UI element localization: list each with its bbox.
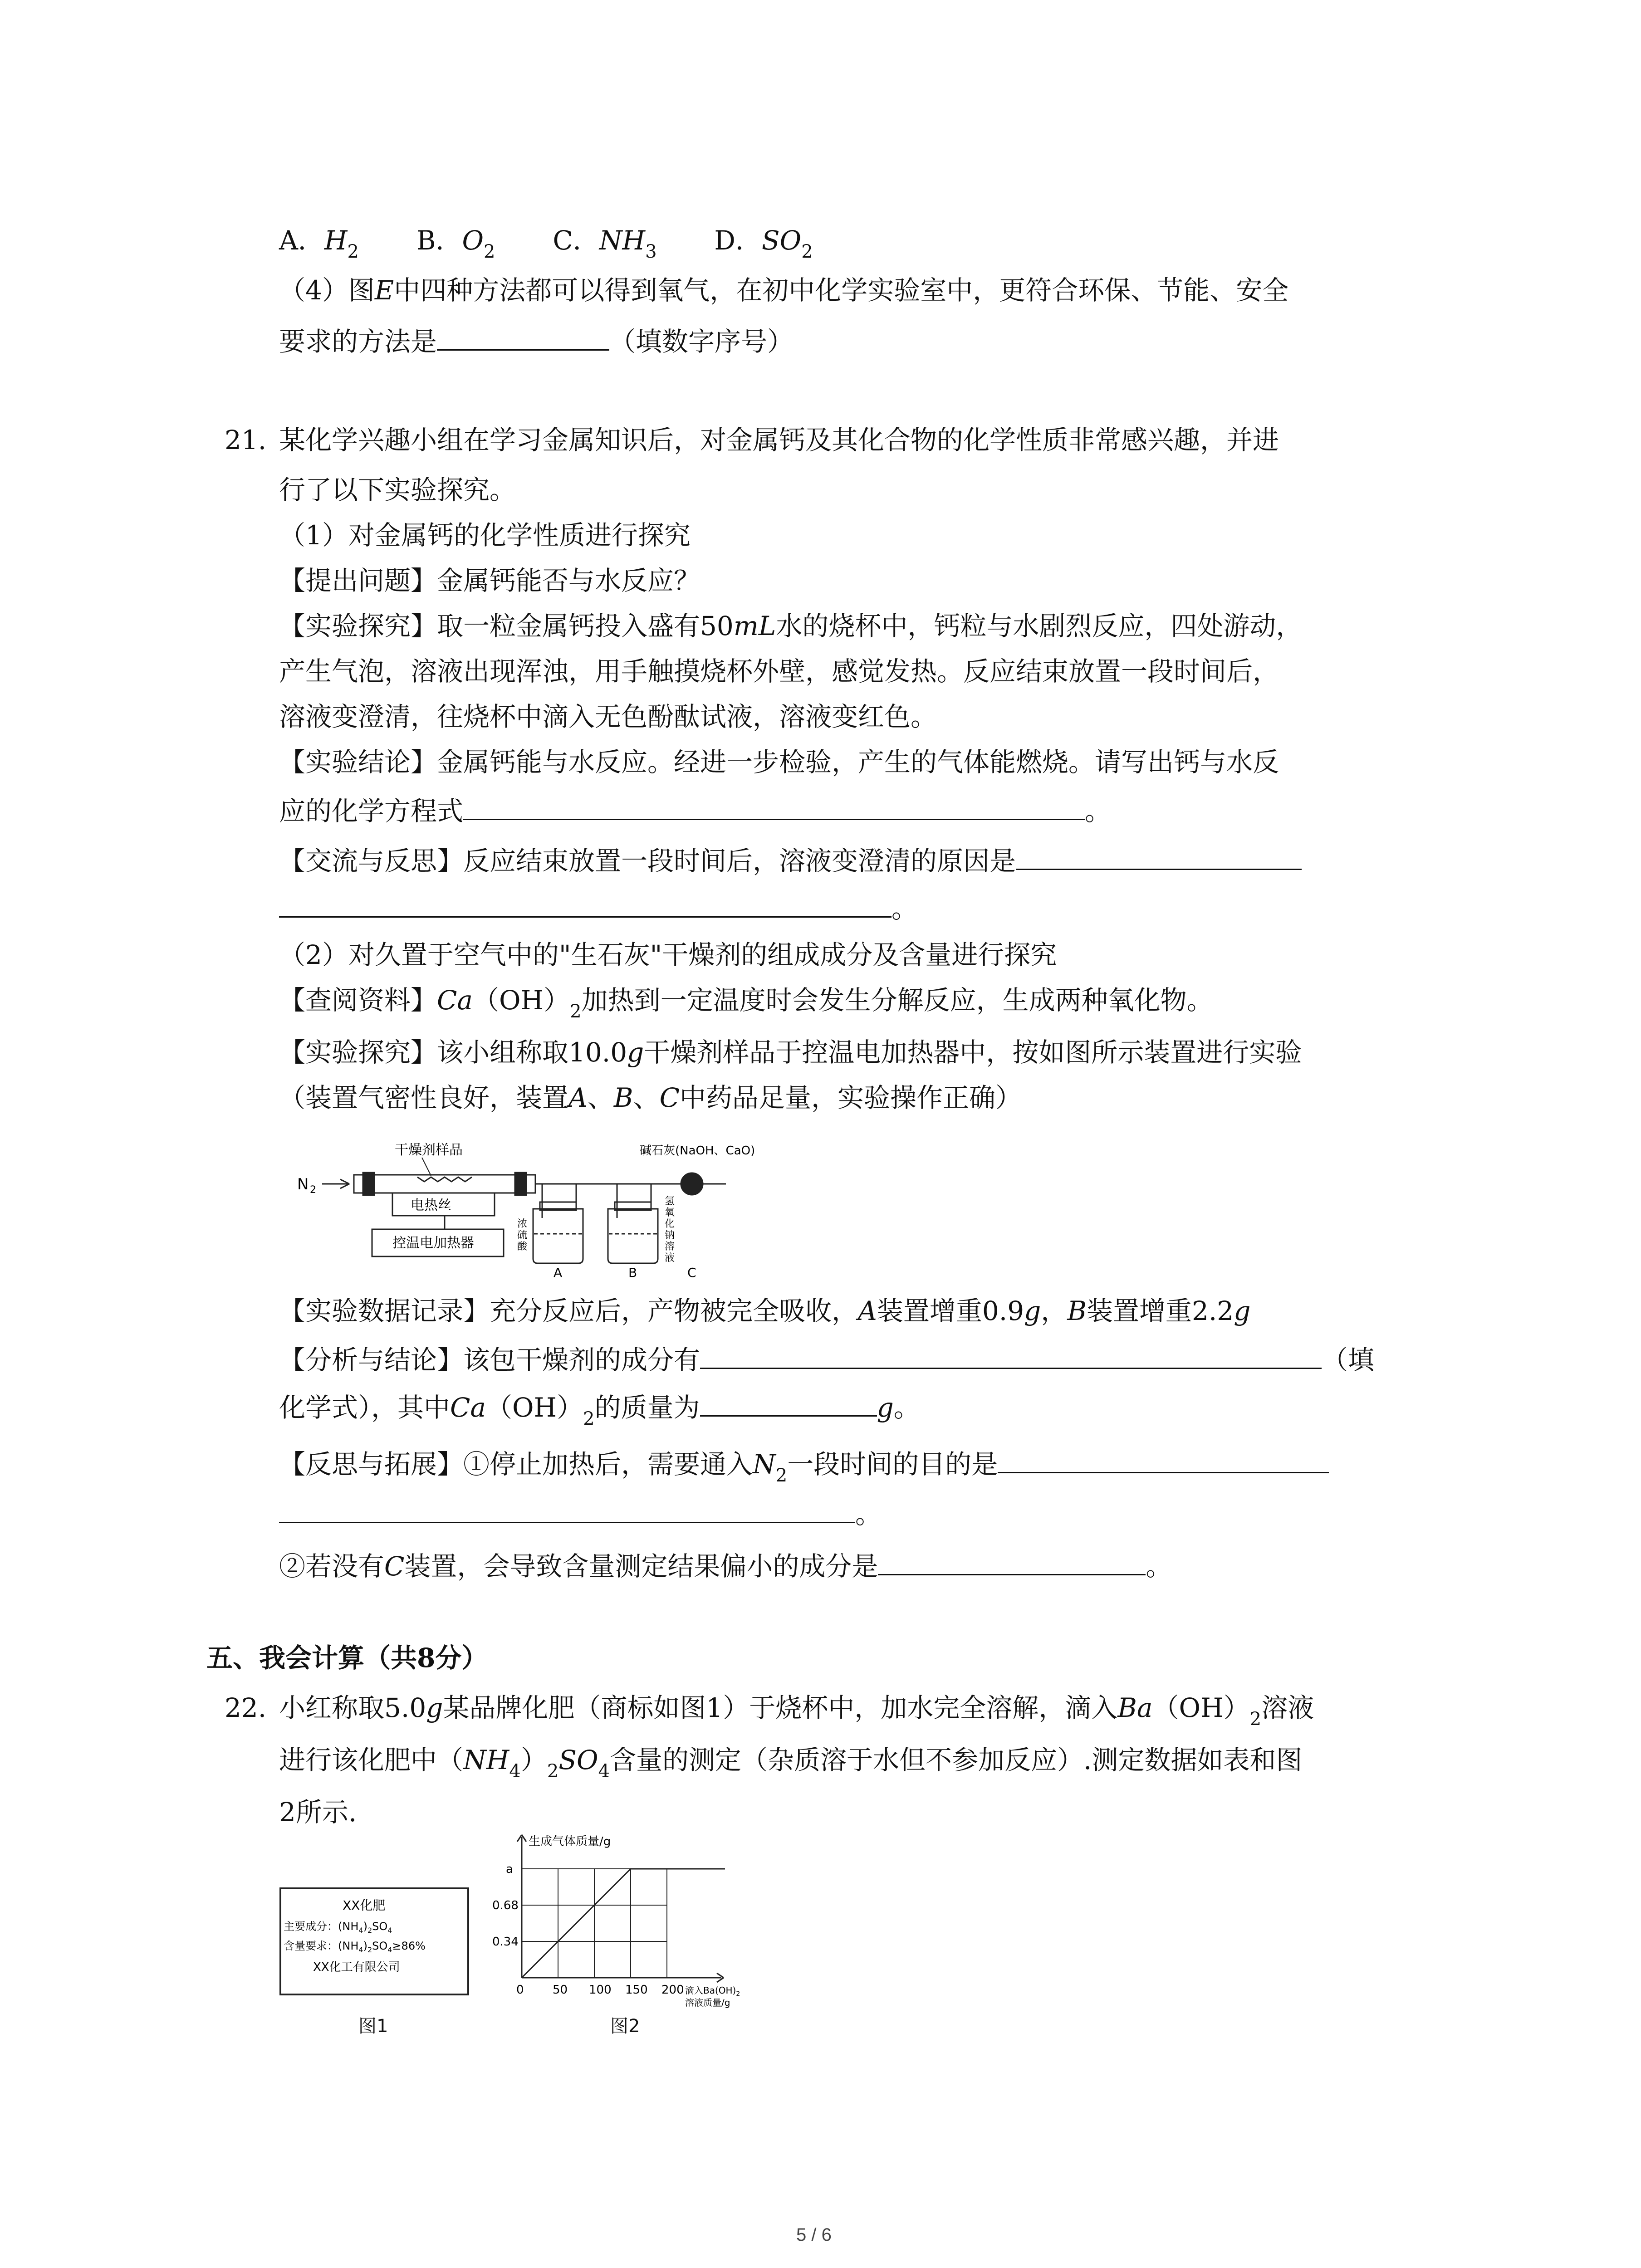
q21-part2-title: （2）对久置于空气中的"生石灰"干燥剂的组成成分及含量进行探究 bbox=[279, 939, 1057, 970]
mass-blank[interactable] bbox=[700, 1388, 877, 1417]
x-tick-label: 100 bbox=[589, 1983, 612, 1997]
q21-intro-line2: 行了以下实验探究。 bbox=[279, 474, 516, 505]
y-tick-label: 0.68 bbox=[492, 1899, 519, 1912]
n2-label: N bbox=[297, 1175, 309, 1193]
q21-exp2-line2: （装置气密性良好，装置A、B、C中药品足量，实验操作正确） bbox=[279, 1082, 1022, 1113]
q21-analysis-line1: 【分析与结论】该包干燥剂的成分有 （填 bbox=[279, 1340, 1374, 1378]
answer-blank[interactable] bbox=[437, 322, 609, 351]
naoh-label: 液 bbox=[665, 1252, 675, 1264]
heater-label: 控温电加热器 bbox=[392, 1235, 474, 1251]
component-blank[interactable] bbox=[878, 1547, 1146, 1575]
figure1-label bbox=[279, 1887, 470, 1996]
section-title: 五、我会计算（共8分） bbox=[206, 1642, 488, 1673]
naoh-label: 溶 bbox=[665, 1241, 675, 1252]
y-axis-label: 生成气体质量/g bbox=[529, 1835, 611, 1848]
x-tick-label: 200 bbox=[661, 1983, 684, 1997]
x-tick-label: 150 bbox=[625, 1983, 648, 1997]
q22-line2: 进行该化肥中$(NH_4)_2SO_4$含量的测定（杂质溶于水但不参加反应）.测定数据如表和图 bbox=[279, 1745, 1303, 1782]
n2-sub: 2 bbox=[310, 1184, 316, 1196]
q20-part4-line1: （4）图E中四种方法都可以得到氧气，在初中化学实验室中，更符合环保、节能、安全 bbox=[279, 275, 1289, 306]
acid-label: 硫 bbox=[517, 1230, 528, 1241]
q21-extension-line3: ②若没有C装置，会导致含量测定结果偏小的成分是 。 bbox=[279, 1547, 1172, 1584]
label-title: XX化肥 bbox=[343, 1898, 386, 1913]
q21-data-record: 【实验数据记录】充分反应后，产物被完全吸收，A装置增重0.9g，B装置增重2.2g bbox=[279, 1295, 1251, 1326]
q21-exp2-line1: 【实验探究】该小组称取10.0g干燥剂样品于控温电加热器中，按如图所示装置进行实验 bbox=[279, 1037, 1302, 1068]
q21-conclusion-line2: 应的化学方程式 。 bbox=[279, 792, 1111, 829]
page-number: 5 / 6 bbox=[796, 2225, 832, 2245]
q21-reflect-line1: 【交流与反思】反应结束放置一段时间后，溶液变澄清的原因是 bbox=[279, 841, 1302, 879]
company-name: XX化工有限公司 bbox=[313, 1960, 400, 1974]
label-a: A bbox=[554, 1265, 563, 1280]
purpose-blank[interactable] bbox=[998, 1445, 1329, 1473]
q21-extension-line2: 。 bbox=[279, 1495, 882, 1532]
q21-exp1-line1: 【实验探究】取一粒金属钙投入盛有50mL水的烧杯中，钙粒与水剧烈反应，四处游动， bbox=[279, 611, 1303, 641]
naoh-label: 氢 bbox=[665, 1196, 675, 1207]
question-number: 22. bbox=[225, 1692, 267, 1723]
q20-options: A．$H_2$ B．$O_2$ C．$NH_3$ D．$SO_2$ bbox=[279, 225, 813, 262]
q22-line1: 小红称取5.0g某品牌化肥（商标如图1）于烧杯中，加水完全溶解，滴入$Ba(OH)_2$溶液 bbox=[279, 1692, 1314, 1730]
y-tick-label: a bbox=[506, 1862, 513, 1876]
q21-exp1-line3: 溶液变澄清，往烧杯中滴入无色酚酞试液，溶液变红色。 bbox=[279, 701, 937, 732]
q21-intro-line1: 某化学兴趣小组在学习金属知识后，对金属钙及其化合物的化学性质非常感兴趣，并进 bbox=[279, 425, 1279, 455]
wire-label: 电热丝 bbox=[411, 1198, 451, 1213]
reason-blank-cont[interactable] bbox=[279, 889, 892, 918]
apparatus-diagram bbox=[295, 1129, 755, 1280]
naoh-label: 化 bbox=[665, 1218, 675, 1230]
figure2-chart bbox=[490, 1828, 798, 2009]
q21-ask: 【提出问题】金属钙能否与水反应？ bbox=[279, 565, 700, 596]
soda-lime-label: 碱石灰(NaOH、CaO) bbox=[640, 1144, 755, 1158]
figure1-caption: 图1 bbox=[358, 2016, 388, 2037]
reason-blank[interactable] bbox=[1016, 841, 1302, 870]
q22-line3: 2所示. bbox=[279, 1797, 357, 1828]
question-number: 21. bbox=[225, 425, 267, 455]
naoh-label: 氧 bbox=[665, 1207, 675, 1218]
q21-reflect-line2: 。 bbox=[279, 889, 918, 927]
q20-part4-line2: 要求的方法是 （填数字序号） bbox=[279, 322, 794, 360]
x-axis-label: 滴入$Ba(OH)_2$ bbox=[685, 1985, 740, 1998]
q21-part1-title: （1）对金属钙的化学性质进行探究 bbox=[279, 520, 691, 551]
figure2-caption: 图2 bbox=[610, 2016, 640, 2037]
q21-extension-line1: 【反思与拓展】①停止加热后，需要通入$N_2$一段时间的目的是 bbox=[279, 1445, 1329, 1486]
acid-label: 酸 bbox=[517, 1241, 528, 1252]
equation-blank[interactable] bbox=[463, 792, 1085, 820]
label-c: C bbox=[687, 1265, 696, 1280]
naoh-label: 钠 bbox=[665, 1230, 675, 1241]
q21-analysis-line2: 化学式），其中$Ca(OH)_2$的质量为 g。 bbox=[279, 1388, 920, 1429]
content-requirement: 含量要求：$(NH_4)_2SO_4\ge 86\%$ bbox=[284, 1940, 426, 1954]
q21-exp1-line2: 产生气泡，溶液出现浑浊，用手触摸烧杯外壁，感觉发热。反应结束放置一段时间后， bbox=[279, 656, 1279, 687]
composition-blank[interactable] bbox=[700, 1340, 1322, 1369]
purpose-blank-cont[interactable] bbox=[279, 1495, 855, 1523]
sample-label: 干燥剂样品 bbox=[395, 1142, 463, 1158]
x-tick-label: 0 bbox=[516, 1983, 524, 1997]
q21-reference: 【查阅资料】$Ca(OH)_2$加热到一定温度时会发生分解反应，生成两种氧化物。 bbox=[279, 985, 1213, 1022]
y-tick-label: 0.34 bbox=[492, 1935, 519, 1949]
x-tick-label: 50 bbox=[553, 1983, 568, 1997]
main-ingredient: 主要成分：$(NH_4)_2SO_4$ bbox=[284, 1920, 392, 1935]
q21-conclusion-line1: 【实验结论】金属钙能与水反应。经进一步检验，产生的气体能燃烧。请写出钙与水反 bbox=[279, 747, 1279, 777]
x-axis-label-unit: 溶液质量/g bbox=[685, 1997, 730, 2008]
label-b: B bbox=[628, 1265, 637, 1280]
acid-label: 浓 bbox=[517, 1218, 528, 1230]
